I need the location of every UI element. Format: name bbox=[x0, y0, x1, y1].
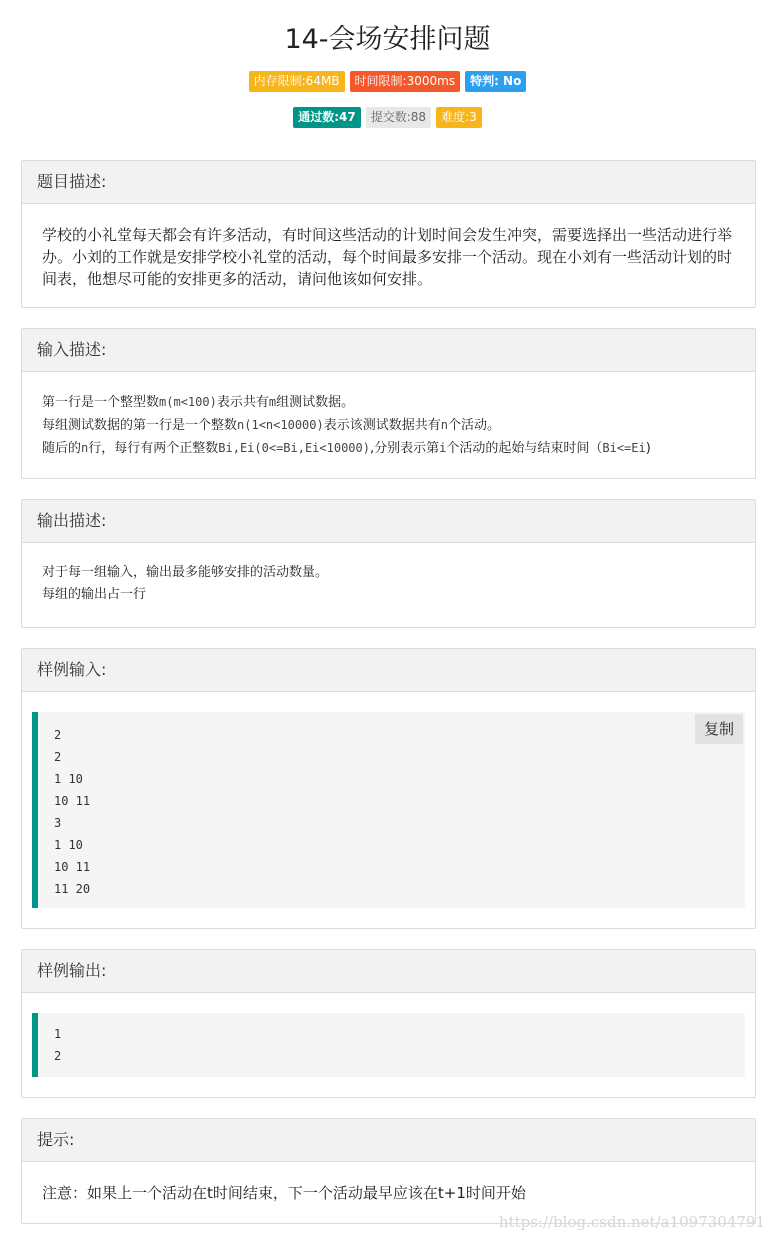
description-panel bbox=[21, 160, 756, 308]
input-heading: 输入描述: bbox=[22, 329, 755, 372]
code-line: 2 bbox=[54, 750, 62, 764]
sample-output-code[interactable] bbox=[32, 1013, 745, 1077]
hint-heading: 提示: bbox=[22, 1119, 755, 1162]
description-heading: 题目描述: bbox=[22, 161, 755, 204]
input-line-2: 每组测试数据的第一行是一个整数n(1<n<10000)表示该测试数据共有n个活动。 bbox=[42, 418, 500, 433]
code-line: 11 20 bbox=[54, 882, 91, 896]
input-line-3: 随后的n行，每行有两个正整数Bi,Ei(0<=Bi,Ei<10000),分别表示第i个活动的起始与结束时间（Bi<=Ei) bbox=[42, 441, 651, 456]
watermark: https://blog.csdn.net/a1097304791 bbox=[498, 1213, 765, 1231]
code-line: 1 10 bbox=[54, 772, 83, 786]
submit-count-badge[interactable]: 提交数:88 bbox=[366, 107, 431, 128]
hint-text: 注意：如果上一个活动在t时间结束，下一个活动最早应该在t+1时间开始 bbox=[42, 1184, 526, 1202]
sample-input-panel bbox=[21, 648, 756, 929]
difficulty-badge: 难度:3 bbox=[436, 107, 482, 128]
output-line-2: 每组的输出占一行 bbox=[42, 587, 147, 602]
page-title: 14-会场安排问题 bbox=[284, 24, 491, 55]
copy-button[interactable]: 复制 bbox=[695, 714, 743, 744]
time-limit-badge: 时间限制:3000ms bbox=[350, 71, 461, 92]
stats-badges bbox=[0, 107, 775, 128]
description-text: 学校的小礼堂每天都会有许多活动，有时间这些活动的计划时间会发生冲突，需要选择出一些活动进行举办。小刘的工作就是安排学校小礼堂的活动，每个时间最多安排一个活动。现在小刘有一些活动计划的时间表，他想尽可能的安排更多的活动，请问他该如何安排。 bbox=[42, 226, 733, 288]
code-line: 1 bbox=[54, 1027, 62, 1041]
special-judge-badge: 特判: No bbox=[465, 71, 526, 92]
memory-limit-badge: 内存限制:64MB bbox=[249, 71, 345, 92]
hint-panel bbox=[21, 1118, 756, 1224]
code-line: 2 bbox=[54, 1049, 62, 1063]
input-line-1: 第一行是一个整型数m(m<100)表示共有m组测试数据。 bbox=[42, 395, 355, 410]
code-line: 10 11 bbox=[54, 860, 91, 874]
code-line: 1 10 bbox=[54, 838, 83, 852]
sample-input-heading: 样例输入: bbox=[22, 649, 755, 692]
sample-output-heading: 样例输出: bbox=[22, 950, 755, 993]
limits-badges bbox=[0, 71, 775, 92]
code-line: 3 bbox=[54, 816, 62, 830]
sample-output-panel bbox=[21, 949, 756, 1098]
output-panel bbox=[21, 499, 756, 628]
input-panel bbox=[21, 328, 756, 479]
code-line: 10 11 bbox=[54, 794, 91, 808]
output-line-1: 对于每一组输入，输出最多能够安排的活动数量。 bbox=[42, 565, 329, 580]
code-line: 2 bbox=[54, 728, 62, 742]
sample-input-code[interactable] bbox=[32, 712, 745, 908]
accepted-count-badge[interactable]: 通过数:47 bbox=[293, 107, 361, 128]
output-heading: 输出描述: bbox=[22, 500, 755, 543]
